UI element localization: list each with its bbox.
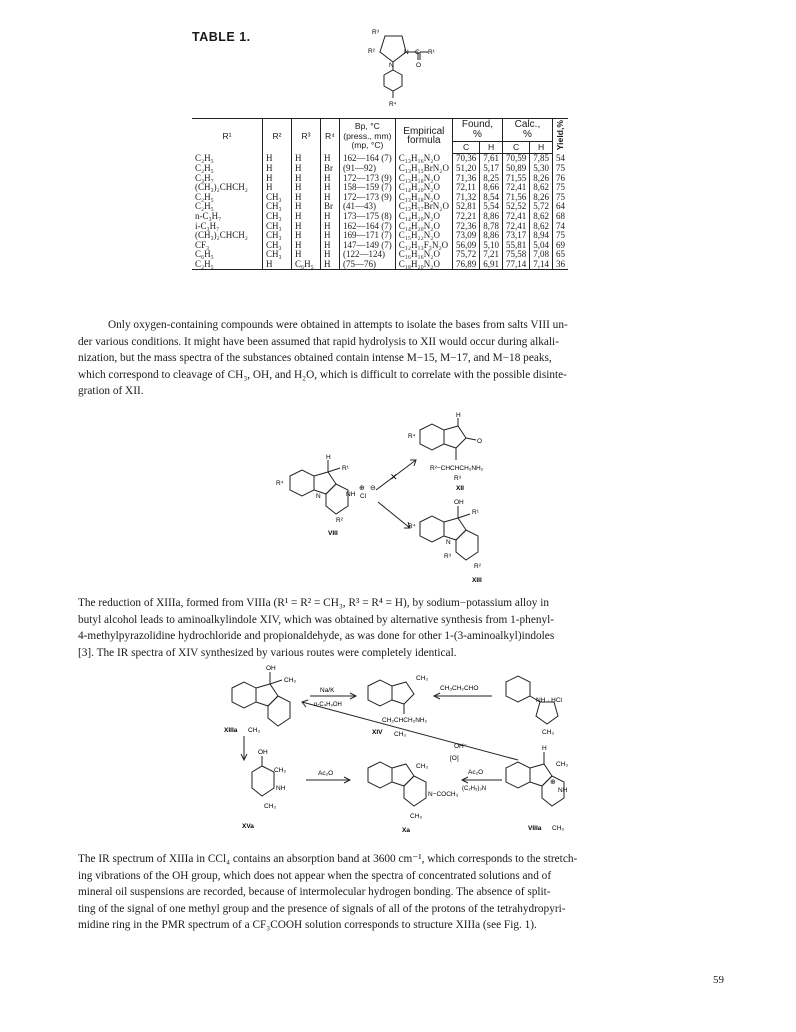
cell-r3: H [292,154,321,164]
p3-line: ting of the signal of one methyl group and the presence of signals of all of the protons of the tetrahydropyri- [78,902,566,915]
p3-line: midine ring in the PMR spectrum of a CF₃COOH solution corresponds to structure XIIIa (see Fig. 1). [78,919,537,932]
cell-formula: C₁₅H₂₂N₂O [395,231,452,241]
cell-yield: 75 [552,193,568,203]
s2-ac2o: Ac₂O [318,770,334,777]
label-viiia: VIIIa [528,825,542,832]
cell-formula: C₁₈H₂₀N₂O [395,260,452,270]
cell-r2: H [263,174,292,184]
cell-found-h: 7,21 [480,250,503,260]
cell-calc-h: 5,72 [530,202,553,212]
cell-r3: H [292,231,321,241]
found-c: C [452,141,479,154]
cell-formula: C₁₄H₂₀N₂O [395,212,452,222]
paragraph-1 [78,317,718,400]
cell-r2: H [263,260,292,270]
found-h: H [480,141,503,154]
cell-yield: 75 [552,183,568,193]
cell-found-c: 72,36 [452,222,479,232]
top-r2: R² [368,48,375,55]
s2-ac2o-b: Ac₂O [468,769,484,776]
cell-formula: C₁₄H₂₀N₂O [395,183,452,193]
cell-yield: 75 [552,231,568,241]
cell-found-h: 8,86 [480,231,503,241]
cell-r2: CH₃ [263,241,292,251]
cell-found-c: 52,81 [452,202,479,212]
found-line1: Found, [461,119,494,131]
s1-h-viii: H [326,454,331,461]
s2-nbuoh: n-C₄H₉OH [314,702,342,708]
cell-calc-h: 5,30 [530,164,553,174]
s1-r4-top: R⁴ [408,433,416,440]
page-number: 59 [713,974,724,986]
cell-r3: C₆H₅ [292,260,321,270]
s2-nak: Na/K [320,687,335,694]
cell-r1: C₂H₅ [195,201,214,212]
cell-formula: C₁₂H₁₃F₃N₂O [395,241,452,251]
cell-r1: CF₃ [195,239,210,250]
cell-bp: 169—171 (7) [340,231,396,241]
cell-calc-c: 52,52 [502,202,529,212]
s2-plus: ⊕ [550,779,556,786]
cell-found-c: 71,32 [452,193,479,203]
cell-bp: (122—124) [340,250,396,260]
p1-line: Only oxygen-containing compounds were obtained in attempts to isolate the bases from salts VIII un- [108,319,568,331]
s1-r2-xiii: R² [474,563,481,570]
cell-calc-h: 7,14 [530,260,553,270]
cell-r3: H [292,212,321,222]
cell-r1: i-C₃H₇ [195,220,220,231]
s1-oh: OH [454,499,464,506]
cell-r2: CH₃ [263,250,292,260]
p3-line: The IR spectrum of XIIIa in CCl₄ contains an absorption band at 3600 cm⁻¹, which corresponds to the stretch- [78,853,578,865]
cell-r4: H [321,241,340,251]
cell-found-h: 8,86 [480,212,503,222]
s2-ch3-d: CH₃ [394,731,407,738]
s2-o-bracket: [O] [450,755,459,762]
top-n: N [404,49,409,56]
cell-yield: 36 [552,260,568,270]
s2-ch3-b: CH₃ [248,727,261,734]
s1-r3-xiii: R³ [444,553,451,560]
cell-calc-h: 8,62 [530,212,553,222]
p1-line: which correspond to cleavage of CH₃, OH, and H₂O, which is difficult to correlate with the possible disinte- [78,368,567,381]
cell-found-c: 72,11 [452,183,479,193]
p2-line: The reduction of XIIIa, formed from VIIIa (R¹ = R² = CH₃, R³ = R⁴ = H), by sodium−potassium alloy in [78,597,550,609]
cell-r1: C₂H₅ [195,152,214,163]
s1-o: O [477,438,483,445]
cell-r1: C₆H₅ [195,249,214,260]
cell-r4: H [321,260,340,270]
scheme-1 [270,410,530,588]
cell-found-h: 7,61 [480,154,503,164]
cell-r2: CH₃ [263,193,292,203]
cell-r4: H [321,193,340,203]
cell-formula: C₁₃H₁₈N₂O [395,193,452,203]
cell-r3: H [292,174,321,184]
pyrazolidine-structure [360,24,440,116]
paragraph-2 [78,595,718,661]
s2-ch3-h: CH₃ [416,763,429,770]
cell-yield: 76 [552,174,568,184]
cell-calc-c: 72,41 [502,212,529,222]
cell-r4: H [321,174,340,184]
yield-header: Yield,% [554,120,565,151]
s2-nh-b: NH [558,787,568,794]
cell-found-h: 5,54 [480,202,503,212]
cell-calc-h: 8,26 [530,174,553,184]
s2-oh-b: OH [258,749,268,756]
cell-bp: 172—173 (9) [340,193,396,203]
cell-r3: H [292,202,321,212]
col-bp [340,119,396,154]
p3-line: mineral oil suspensions are recorded, because of intermolecular hydrogen bonding. The absence of split- [78,886,551,899]
cell-calc-c: 77,14 [502,260,529,270]
s2-ch3-f: CH₃ [274,767,287,774]
cell-r4: H [321,231,340,241]
cell-calc-h: 5,04 [530,241,553,251]
p2-line: [3]. The IR spectra of XIV synthesized by various routes were completely identical. [78,646,457,659]
cell-bp: 158—159 (7) [340,183,396,193]
s2-oh-minus: OH⁻ [454,743,468,750]
s1-r3: R³ [454,475,461,482]
col-yield [552,119,568,154]
table-body [192,154,568,270]
cell-calc-h: 8,62 [530,222,553,232]
cell-found-h: 8,54 [480,193,503,203]
cell-yield: 69 [552,241,568,251]
cell-r2: CH₃ [263,202,292,212]
s1-r2-viii: R² [336,517,343,524]
s1-r1-viii: R¹ [342,465,349,472]
col-calc [502,119,552,142]
cell-found-c: 73,09 [452,231,479,241]
cell-found-h: 8,25 [480,174,503,184]
cell-calc-c: 70,59 [502,154,529,164]
top-n2: N [389,62,394,69]
cell-r1: (CH₃)₂CHCH₂ [195,230,248,241]
s2-h: H [542,745,547,752]
s1-cross: ✕ [390,472,398,482]
p2-line: 4-methylpyrazolidine hydrochloride and propionaldehyde, as was done for other 1-(3-aminoalkyl)indoles [78,630,555,643]
cell-calc-c: 72,41 [502,222,529,232]
p1-line: nization, but the mass spectra of the substances obtained contain intense M−15, M−17, and M−18 peaks, [78,352,552,365]
s2-nh: NH [276,785,286,792]
cell-bp: 162—164 (7) [340,222,396,232]
cell-bp: 173—175 (8) [340,212,396,222]
cell-r4: H [321,154,340,164]
formula-line1: Empirical [403,125,445,137]
cell-found-c: 56,09 [452,241,479,251]
cell-r2: CH₃ [263,222,292,232]
s1-r4-xiii: R⁴ [408,523,416,530]
cell-yield: 68 [552,212,568,222]
cell-r1: n-C₃H₇ [195,210,222,221]
s2-oh: OH [266,665,276,672]
cell-r4: Br [321,202,340,212]
s2-ncoch3: N−COCH₃ [428,791,459,798]
s1-cl: Cl [360,493,367,500]
s2-side-chain: CH₂CHCH₂NH₂ [382,717,428,724]
s2-ch3-g: CH₃ [264,803,277,810]
s1-n-xiii: N [446,539,451,546]
cell-r1: C₂H₅ [195,191,214,202]
cell-r4: H [321,250,340,260]
cell-found-c: 72,21 [452,212,479,222]
s2-ch3-i: CH₃ [410,813,423,820]
cell-calc-h: 8,62 [530,183,553,193]
cell-bp: 172—173 (9) [340,174,396,184]
top-o: O [416,62,422,69]
label-xa: Xa [402,827,410,834]
cell-calc-c: 75,58 [502,250,529,260]
cell-formula: C₁₃H₁₅BrN₂O [395,164,452,174]
label-xiv: XIV [372,729,383,736]
col-r3: R³ [292,119,321,154]
label-xii: XII [456,485,464,492]
s2-ch3-j: CH₃ [556,761,569,768]
cell-bp: (75—76) [340,260,396,270]
p3-line: ing vibrations of the OH group, which does not appear when the spectra of concentrated solutions and of [78,869,552,882]
cell-found-h: 8,78 [480,222,503,232]
bp-line2: (press., mm) [343,130,392,141]
col-r2: R² [263,119,292,154]
cell-formula: C₁₄H₂₀N₂O [395,222,452,232]
top-r4: R⁴ [389,101,397,108]
cell-r2: CH₃ [263,212,292,222]
cell-formula: C₁₃H₁₆N₂O [395,154,452,164]
cell-r3: H [292,222,321,232]
cell-r2: CH₃ [263,231,292,241]
cell-found-c: 51,20 [452,164,479,174]
cell-formula: C₁₆H₁₆N₂O [395,250,452,260]
table-title: TABLE 1. [192,30,251,44]
label-xiiia: XIIIa [224,727,238,734]
cell-r3: H [292,193,321,203]
cell-r2: H [263,164,292,174]
cell-calc-c: 71,56 [502,193,529,203]
bp-line1: Bp, °C [354,121,380,132]
s2-ch3-e: CH₃ [542,729,555,736]
cell-bp: (91—92) [340,164,396,174]
cell-found-h: 5,17 [480,164,503,174]
formula-line2: formula [407,135,441,147]
s2-ch3-k: CH₃ [552,825,565,832]
cell-calc-h: 8,94 [530,231,553,241]
cell-r1: C₂H₅ [195,162,214,173]
cell-yield: 64 [552,202,568,212]
s1-r4-viii: R⁴ [276,480,284,487]
cell-calc-c: 55,81 [502,241,529,251]
s1-minus: ⊖ [370,485,376,492]
cell-yield: 75 [552,164,568,174]
cell-bp: 162—164 (7) [340,154,396,164]
col-found [452,119,502,142]
s1-h: H [456,412,461,419]
cell-formula: C₁₃H₁₈N₂O [395,174,452,184]
cell-r1: (CH₃)₂CHCH₂ [195,182,248,193]
p2-line: butyl alcohol leads to aminoalkylindole XIV, which was obtained by alternative synthesis from 1-phenyl- [78,613,555,626]
cell-calc-c: 71,55 [502,174,529,184]
top-r1: R¹ [428,49,435,56]
s1-plus: ⊕ [359,485,365,492]
cell-found-h: 6,91 [480,260,503,270]
cell-r3: H [292,250,321,260]
table-row [192,260,568,270]
s1-r1-xiii: R¹ [472,509,479,516]
cell-found-c: 71,36 [452,174,479,184]
data-table [192,118,568,270]
p1-line: der various conditions. It might have been assumed that rapid hydrolysis to XII would occur during alkali- [78,335,559,348]
calc-line1: Calc., [514,119,541,131]
scheme-2 [222,662,582,842]
s2-etcho: CH₃CH₂CHO [440,685,479,692]
s1-side-chain: R²−CHCHCH₂NH₂ [430,465,484,472]
cell-calc-h: 7,08 [530,250,553,260]
cell-found-c: 75,72 [452,250,479,260]
calc-c: C [502,141,529,154]
cell-calc-h: 8,26 [530,193,553,203]
cell-r1: C₂H₅ [192,260,263,270]
cell-yield: 65 [552,250,568,260]
cell-formula: C₁₃H₁₇BrN₂O [395,202,452,212]
cell-r3: H [292,241,321,251]
p1-line: gration of XII. [78,385,144,398]
label-viii: VIII [328,530,338,537]
cell-found-c: 70,36 [452,154,479,164]
cell-found-c: 76,89 [452,260,479,270]
col-r1: R¹ [192,119,263,154]
calc-line2: % [523,128,532,140]
s2-ac2o-base: (C₂H₅)₃N [462,786,487,792]
s1-n-viii: N [316,493,321,500]
cell-calc-c: 50,89 [502,164,529,174]
top-c: C [415,49,420,56]
cell-r4: H [321,183,340,193]
cell-r2: H [263,154,292,164]
cell-yield: 74 [552,222,568,232]
s2-ch3-a: CH₃ [284,677,297,684]
cell-calc-h: 7,85 [530,154,553,164]
col-r4: R⁴ [321,119,340,154]
cell-found-h: 5,10 [480,241,503,251]
cell-r2: H [263,183,292,193]
cell-r1: C₃H₇ [195,172,214,183]
top-r3: R³ [372,29,379,36]
label-xiii: XIII [472,577,482,584]
cell-bp: (41—43) [340,202,396,212]
calc-h: H [530,141,553,154]
cell-found-h: 8,66 [480,183,503,193]
cell-r4: Br [321,164,340,174]
cell-calc-c: 72,41 [502,183,529,193]
s2-ch3-c: CH₃ [416,675,429,682]
cell-r4: H [321,212,340,222]
paragraph-3 [78,851,718,934]
s1-nh: NH [346,491,356,498]
cell-calc-c: 73,17 [502,231,529,241]
cell-r3: H [292,164,321,174]
col-formula [395,119,452,154]
cell-bp: 147—149 (7) [340,241,396,251]
bp-line3: (mp, °C) [351,140,384,151]
label-xva: XVa [242,823,254,830]
found-line2: % [473,128,482,140]
s2-nh-hcl: NH · HCl [536,697,562,704]
cell-r4: H [321,222,340,232]
cell-r3: H [292,183,321,193]
cell-yield: 54 [552,154,568,164]
